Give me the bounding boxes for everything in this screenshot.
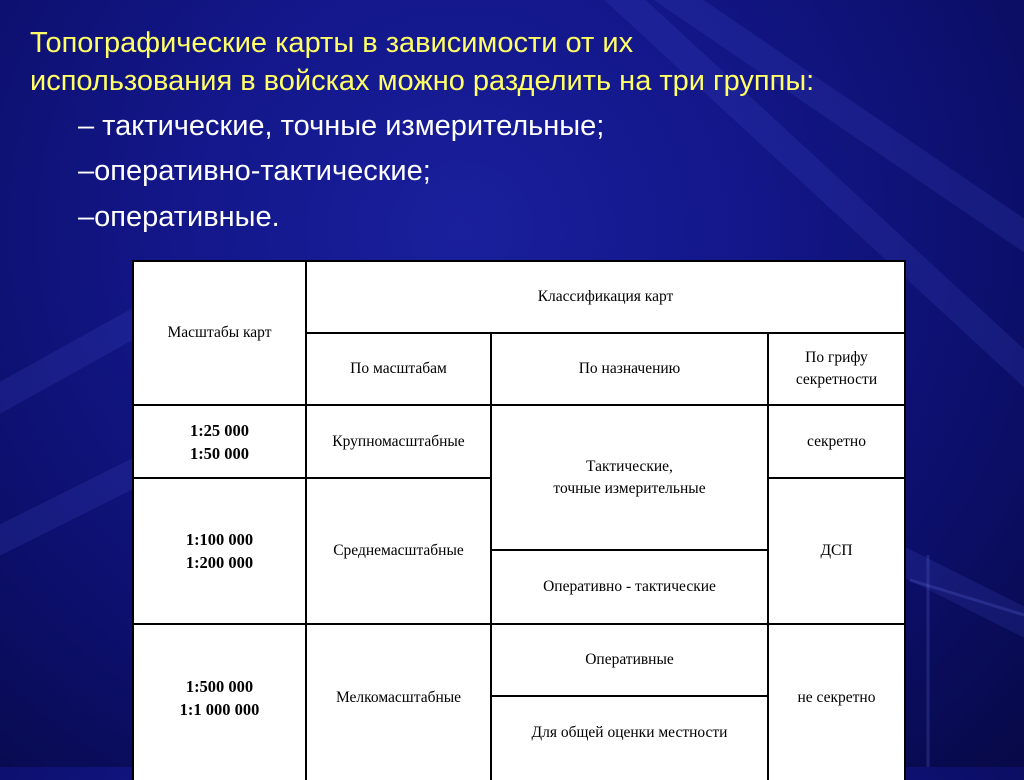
purpose-operational-tactical: Оперативно - тактические bbox=[543, 578, 716, 595]
table-border-top bbox=[132, 260, 906, 262]
header-by-secrecy: По грифу секретности bbox=[795, 349, 878, 388]
row-divider-classification bbox=[305, 332, 906, 334]
scale-large: 1:25 000 1:50 000 bbox=[189, 420, 250, 463]
header-scales: Масштабы карт bbox=[167, 324, 272, 341]
bullet-item-tactical: – тактические, точные измерительные; bbox=[78, 110, 605, 142]
scale-small: 1:500 000 1:1 000 000 bbox=[179, 676, 260, 719]
header-by-purpose: По назначению bbox=[578, 360, 681, 377]
col-divider-3 bbox=[767, 332, 769, 780]
type-medium-scale: Среднемасштабные bbox=[333, 542, 464, 559]
purpose-operational: Оперативные bbox=[585, 651, 674, 668]
header-by-scale: По масштабам bbox=[350, 360, 447, 377]
row-divider-large bbox=[132, 477, 492, 479]
row-divider-medium bbox=[132, 623, 906, 625]
col-divider-1 bbox=[305, 260, 307, 780]
bullet-item-operational-tactical: –оперативно-тактические; bbox=[78, 155, 431, 187]
row-divider-header bbox=[132, 404, 906, 406]
purpose-tactical: Тактические, точные измерительные bbox=[553, 457, 706, 497]
heading-line-1: Топографические карты в зависимости от их bbox=[30, 27, 634, 59]
bullet-list bbox=[78, 108, 604, 240]
row-divider-large-secrecy bbox=[767, 477, 906, 479]
table-border-left bbox=[132, 260, 134, 780]
purpose-general-terrain: Для общей оценки местности bbox=[531, 724, 728, 741]
heading-line-2: использования в войсках можно разделить на три группы: bbox=[30, 65, 815, 97]
secrecy-secret: секретно bbox=[807, 432, 866, 450]
col-divider-2 bbox=[490, 332, 492, 780]
classification-table bbox=[132, 260, 906, 780]
secrecy-dsp: ДСП bbox=[820, 542, 853, 559]
header-classification: Классификация карт bbox=[537, 288, 674, 305]
table-border-right bbox=[904, 260, 906, 780]
secrecy-not-secret: не секретно bbox=[797, 688, 876, 706]
type-large-scale: Крупномасштабные bbox=[332, 432, 465, 450]
row-divider-tactical bbox=[490, 549, 769, 551]
scale-medium: 1:100 000 1:200 000 bbox=[185, 530, 254, 572]
slide-heading bbox=[30, 24, 1000, 100]
bullet-item-operational: –оперативные. bbox=[78, 201, 280, 233]
row-divider-operational bbox=[490, 695, 769, 697]
type-small-scale: Мелкомасштабные bbox=[335, 688, 462, 706]
